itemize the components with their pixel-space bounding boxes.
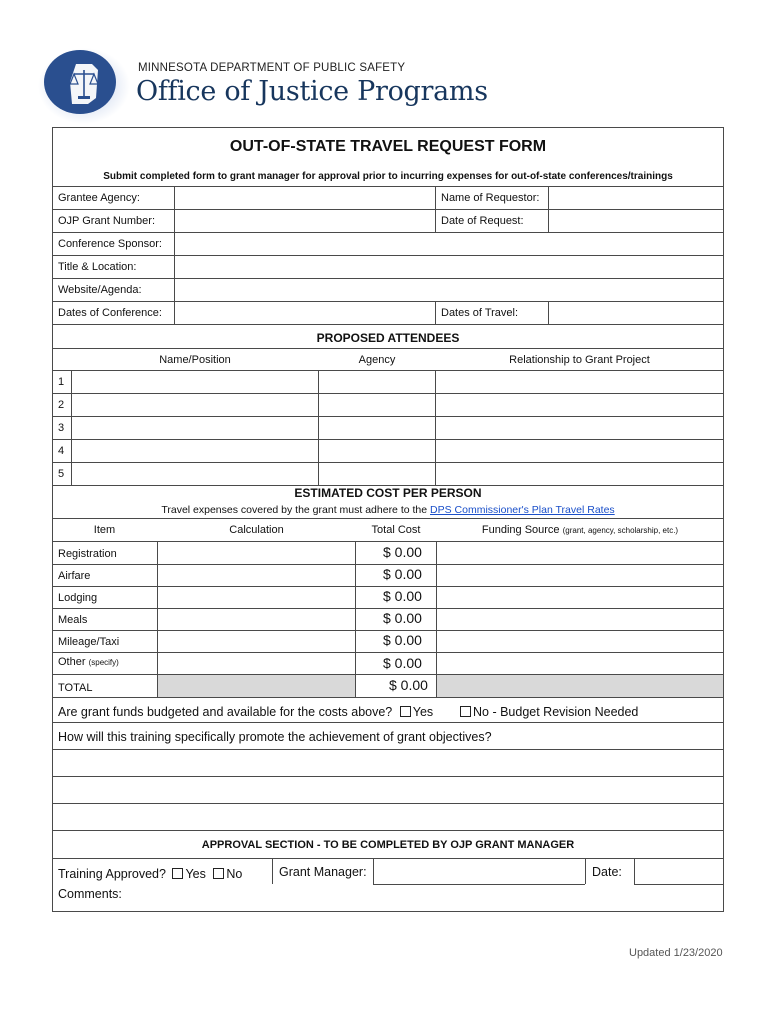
attendees-col-agency: Agency <box>358 354 396 366</box>
attendee-name-field[interactable] <box>73 395 317 415</box>
cost-item-hint: (specify) <box>88 658 119 667</box>
cost-col-item: Item <box>93 524 116 536</box>
website-agenda-label: Website/Agenda: <box>58 284 142 296</box>
website-agenda-field[interactable] <box>176 280 722 300</box>
name-of-requestor-label: Name of Requestor: <box>441 192 540 204</box>
promote-answer-line[interactable] <box>54 778 722 802</box>
approval-date-field[interactable] <box>636 860 722 883</box>
title-location-field[interactable] <box>176 257 722 277</box>
attendee-agency-field[interactable] <box>320 418 434 438</box>
grantee-agency-label: Grantee Agency: <box>58 192 140 204</box>
dates-of-travel-label: Dates of Travel: <box>441 307 519 319</box>
promote-answer-line[interactable] <box>54 751 722 775</box>
attendees-col-relationship: Relationship to Grant Project <box>509 354 650 366</box>
funding-source-field[interactable] <box>438 610 722 629</box>
date-of-request-label: Date of Request: <box>441 215 524 227</box>
cost-note-text: Travel expenses covered by the grant must adhere to the <box>161 504 431 516</box>
approval-heading: APPROVAL SECTION - TO BE COMPLETED BY OJP GRANT MANAGER <box>201 839 575 851</box>
ojp-grant-number-field[interactable] <box>176 211 434 231</box>
cost-item-label: Other <box>58 656 86 668</box>
attendee-name-field[interactable] <box>73 441 317 461</box>
cost-item-label: Lodging <box>58 592 98 604</box>
conference-sponsor-label: Conference Sponsor: <box>58 238 162 250</box>
form-title: OUT-OF-STATE TRAVEL REQUEST FORM <box>229 138 547 155</box>
attendee-row-number: 2 <box>58 399 65 411</box>
cost-item-other <box>58 657 119 668</box>
attendee-row-number: 5 <box>58 468 65 480</box>
calculation-field[interactable] <box>159 610 354 629</box>
attendee-relationship-field[interactable] <box>437 441 722 461</box>
approved-yes-label: Yes <box>185 867 206 881</box>
cost-note <box>52 504 724 516</box>
funding-source-field[interactable] <box>438 543 722 563</box>
approved-no-checkbox[interactable] <box>213 868 224 879</box>
comments-label: Comments: <box>58 887 122 901</box>
total-label: TOTAL <box>58 682 93 694</box>
name-of-requestor-field[interactable] <box>550 188 722 208</box>
travel-rates-link[interactable]: DPS Commissioner's Plan Travel Rates <box>430 504 615 516</box>
budget-revision-option <box>460 706 638 719</box>
cost-amount[interactable]: $ 0.00 <box>383 544 422 560</box>
attendee-agency-field[interactable] <box>320 395 434 415</box>
cost-item-label: Registration <box>58 548 117 560</box>
cost-item-label: Airfare <box>58 570 91 582</box>
training-approved <box>58 868 242 881</box>
approved-no-label: No <box>226 867 243 881</box>
dates-of-conference-label: Dates of Conference: <box>58 307 162 319</box>
funding-source-hint: (grant, agency, scholarship, etc.) <box>562 526 679 535</box>
cost-heading: ESTIMATED COST PER PERSON <box>294 486 482 500</box>
cost-col-total: Total Cost <box>371 524 421 536</box>
cost-col-funding <box>437 525 723 536</box>
attendee-relationship-field[interactable] <box>437 372 722 392</box>
total-amount: $ 0.00 <box>389 677 428 693</box>
grant-manager-label: Grant Manager: <box>279 865 367 879</box>
attendee-agency-field[interactable] <box>320 441 434 461</box>
cost-amount[interactable]: $ 0.00 <box>383 588 422 604</box>
approval-date-label: Date: <box>592 865 622 879</box>
funding-source-field[interactable] <box>438 566 722 585</box>
funding-source-label: Funding Source <box>481 524 560 536</box>
calculation-field[interactable] <box>159 654 354 673</box>
attendees-col-name: Name/Position <box>159 354 231 366</box>
budget-revision-checkbox[interactable] <box>460 706 471 717</box>
updated-date: Updated 1/23/2020 <box>629 947 723 959</box>
grant-manager-field[interactable] <box>375 860 584 883</box>
dates-of-travel-field[interactable] <box>550 303 722 323</box>
minnesota-seal-icon <box>36 42 134 126</box>
attendee-relationship-field[interactable] <box>437 395 722 415</box>
attendees-heading: PROPOSED ATTENDEES <box>316 331 460 345</box>
calculation-field[interactable] <box>159 588 354 607</box>
funding-source-field[interactable] <box>438 588 722 607</box>
budget-revision-label: No - Budget Revision Needed <box>473 705 639 719</box>
cost-amount[interactable]: $ 0.00 <box>383 655 422 671</box>
attendee-row-number: 3 <box>58 422 65 434</box>
attendee-row-number: 1 <box>58 376 65 388</box>
funding-source-field[interactable] <box>438 654 722 673</box>
attendee-name-field[interactable] <box>73 464 317 484</box>
title-location-label: Title & Location: <box>58 261 137 273</box>
budgeted-yes-checkbox[interactable] <box>400 706 411 717</box>
calculation-field[interactable] <box>159 632 354 651</box>
budgeted-yes-label: Yes <box>412 705 434 719</box>
attendee-name-field[interactable] <box>73 372 317 392</box>
attendee-relationship-field[interactable] <box>437 464 722 484</box>
grantee-agency-field[interactable] <box>176 188 434 208</box>
attendee-agency-field[interactable] <box>320 372 434 392</box>
calculation-field[interactable] <box>159 566 354 585</box>
calculation-field[interactable] <box>159 543 354 563</box>
attendee-agency-field[interactable] <box>320 464 434 484</box>
attendee-name-field[interactable] <box>73 418 317 438</box>
office-name: Office of Justice Programs <box>136 76 488 107</box>
department-name: MINNESOTA DEPARTMENT OF PUBLIC SAFETY <box>138 62 406 74</box>
attendee-relationship-field[interactable] <box>437 418 722 438</box>
cost-amount[interactable]: $ 0.00 <box>383 632 422 648</box>
attendee-row-number: 4 <box>58 445 65 457</box>
training-approved-label: Training Approved? <box>58 867 166 881</box>
promote-question: How will this training specifically promote the achievement of grant objectives? <box>58 730 492 744</box>
approved-yes-checkbox[interactable] <box>172 868 183 879</box>
ojp-grant-number-label: OJP Grant Number: <box>58 215 155 227</box>
cost-item-label: Meals <box>58 614 88 626</box>
cost-amount[interactable]: $ 0.00 <box>383 566 422 582</box>
dates-of-conference-field[interactable] <box>176 303 434 323</box>
funding-source-field[interactable] <box>438 632 722 651</box>
cost-col-calculation: Calculation <box>229 524 284 536</box>
cost-amount[interactable]: $ 0.00 <box>383 610 422 626</box>
comments-field[interactable] <box>130 886 722 910</box>
conference-sponsor-field[interactable] <box>176 234 722 254</box>
budgeted-question <box>58 706 433 719</box>
form-instruction: Submit completed form to grant manager for approval prior to incurring expenses for out-of-state conferences/trainings <box>103 171 673 182</box>
date-of-request-field[interactable] <box>550 211 722 231</box>
cost-item-label: Mileage/Taxi <box>58 636 120 648</box>
budgeted-question-text: Are grant funds budgeted and available for the costs above? <box>58 705 393 719</box>
promote-answer-line[interactable] <box>54 805 722 829</box>
